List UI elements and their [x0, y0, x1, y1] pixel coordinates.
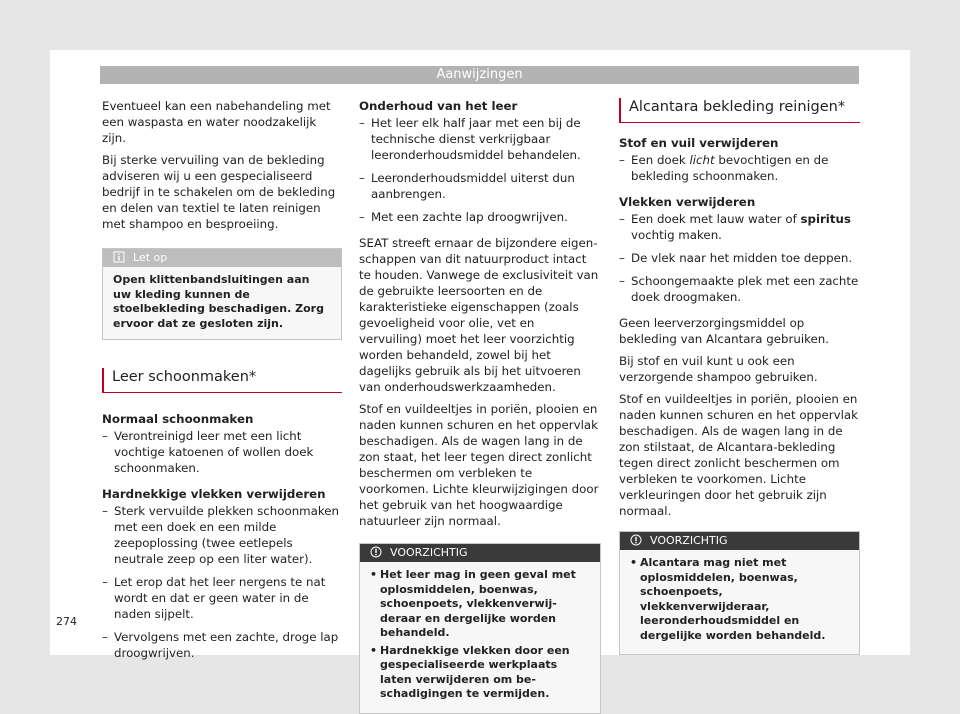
- text: Een doek: [631, 153, 690, 167]
- text: bevochtigen en de bekleding schoonmaken.: [631, 153, 829, 183]
- section-heading-alcantara: Alcantara bekleding reinigen*: [619, 98, 860, 123]
- subheading: Vlekken verwijderen: [619, 195, 756, 209]
- warning-item: • Alcantara mag niet met oplosmiddelen, boenwas, schoenpoets, vlekkenverwijderaar, leeronderhoudsmiddel en dergelijke worden behandeld.: [630, 556, 849, 643]
- warning-box: [619, 531, 860, 655]
- warning-label: VOORZICHTIG: [390, 546, 468, 559]
- info-icon: [113, 251, 125, 263]
- paragraph: SEAT streeft ernaar de bijzondere eigenschappen van dit natuurproduct intact te houden. Vanwege de exclusiviteit van de gebruikte leersoorten en de karakteristieke eigenschappen (zoals gevoeligheid voor olie, vet en vervuiling) moet het leer voorzichtig worden behandeld, zowel bij het dagelijks gebruik als bij het uitvoeren van onderhoudswerkzaamheden.: [359, 236, 599, 394]
- subheading: Onderhoud van het leer: [359, 99, 518, 113]
- paragraph: Bij stof en vuil kunt u ook een verzorgende shampoo gebruiken.: [619, 354, 818, 384]
- warning-box-header: [360, 544, 600, 562]
- warning-item: • Het leer mag in geen geval met oplosmiddelen, boenwas, schoenpoets, vlekkenverwijderaar en dergelijke worden behandeld.: [370, 568, 590, 641]
- list-item: – De vlek naar het midden toe deppen.: [619, 250, 860, 266]
- tip-text: Open klittenbandsluitingen aan uw kleding kunnen de stoelbekleding beschadigen. Zorg ervoor dat ze gesloten zijn.: [113, 273, 324, 330]
- paragraph: Stof en vuildeeltjes in poriën, plooien en naden kunnen schuren en het oppervlak beschadigen. Als de wagen lang in de zon stilstaat, de Alcantara-bekleding tegen direct zonlicht beschermen om verbleken te voorkomen. Lichte verkleuringen door het gebruik zijn normaal.: [619, 392, 858, 518]
- list-item: – Let erop dat het leer nergens te nat wordt en dat er geen water in de naden sijpelt.: [102, 574, 342, 622]
- tip-box: [102, 248, 342, 340]
- warning-body: [620, 550, 859, 654]
- warning-box: [359, 543, 601, 714]
- paragraph: Eventueel kan een nabehandeling met een waspasta en water noodzakelijk zijn.: [102, 99, 331, 145]
- list-item: – Verontreinigd leer met een licht vochtige katoenen of wollen doek schoonmaken.: [102, 428, 342, 476]
- paragraph: Stof en vuildeeltjes in poriën, plooien en naden kunnen schuren en het oppervlak beschadigen. Als de wagen lang in de zon staat, het leer tegen direct zonlicht beschermen om verbleken te voorkomen. Lichte kleurwijzigingen door het gebruik van het hoogwaardige natuurleer zijn normaal.: [359, 402, 599, 528]
- section-heading-leer: Leer schoonmaken*: [102, 368, 342, 393]
- column-2: [359, 98, 601, 714]
- text: Een doek met lauw water of: [631, 212, 801, 226]
- list-item: – Schoongemaakte plek met een zachte doek droogmaken.: [619, 273, 860, 305]
- subheading: Hardnekkige vlekken verwijderen: [102, 487, 326, 501]
- tip-label: Let op: [133, 251, 168, 264]
- list-item: – Met een zachte lap droogwrijven.: [359, 209, 601, 225]
- emphasis: licht: [689, 153, 715, 167]
- column-1: [102, 98, 342, 668]
- warning-icon: [630, 534, 642, 546]
- warning-item: • Hardnekkige vlekken door een gespecialiseerde werkplaats laten verwijderen om beschadigingen te vermijden.: [370, 644, 590, 702]
- section-header: Aanwijzingen: [100, 66, 859, 84]
- list-item: [619, 152, 860, 184]
- list-item: [619, 211, 860, 243]
- warning-label: VOORZICHTIG: [650, 534, 728, 547]
- list-item: – Sterk vervuilde plekken schoonmaken met een doek en een milde zeepoplossing (twee eetlepels neutrale zeep op een liter water).: [102, 503, 342, 567]
- strong: spiritus: [800, 212, 851, 226]
- tip-box-header: [103, 249, 341, 267]
- page-number: 274: [56, 615, 77, 628]
- list-item: – Het leer elk half jaar met een bij de technische dienst verkrijgbaar leeronderhoudsmiddel behandelen.: [359, 115, 601, 163]
- paragraph: Geen leerverzorgingsmiddel op bekleding van Alcantara gebruiken.: [619, 316, 829, 346]
- text: vochtig maken.: [631, 228, 722, 242]
- warning-body: [360, 562, 600, 713]
- paragraph: Bij sterke vervuiling van de bekleding adviseren wij u een gespecialiseerd bedrijf in te schakelen om de bekleding en delen van textiel te laten reinigen met shampoo en besproeiing.: [102, 153, 336, 231]
- warning-box-header: [620, 532, 859, 550]
- list-item: – Leeronderhoudsmiddel uiterst dun aanbrengen.: [359, 170, 601, 202]
- warning-icon: [370, 546, 382, 558]
- column-3: [619, 98, 860, 655]
- list-item: – Vervolgens met een zachte, droge lap droogwrijven.: [102, 629, 342, 661]
- subheading: Normaal schoonmaken: [102, 412, 254, 426]
- subheading: Stof en vuil verwijderen: [619, 136, 779, 150]
